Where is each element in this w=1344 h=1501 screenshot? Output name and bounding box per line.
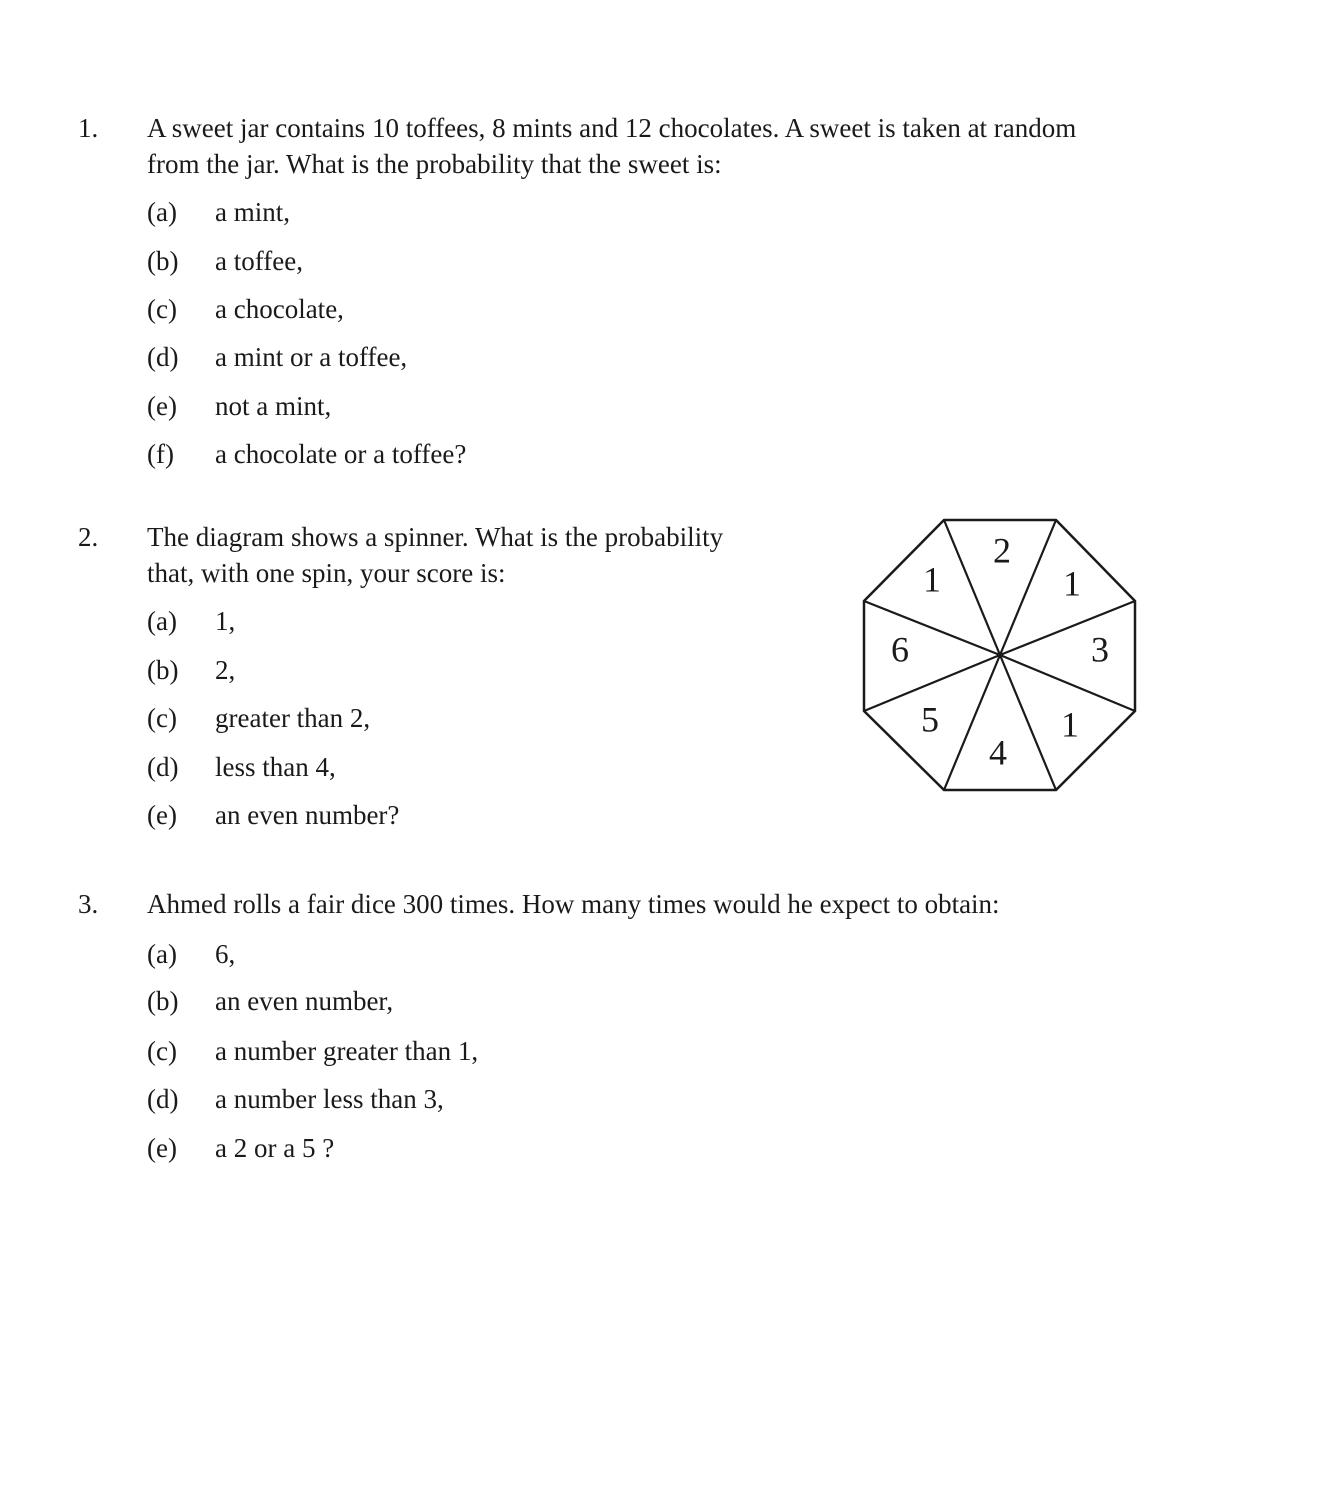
- part-text: a mint,: [215, 197, 290, 227]
- part-label: (e): [147, 800, 177, 830]
- part-label: (a): [147, 606, 177, 636]
- question-text-line-2: that, with one spin, your score is:: [147, 558, 506, 588]
- part-text: not a mint,: [215, 391, 332, 421]
- spinner-section-label: 1: [923, 559, 941, 600]
- spinner-section-label: 1: [1061, 704, 1079, 745]
- part-d: [147, 1081, 444, 1117]
- spinner-section-label: 5: [921, 699, 939, 740]
- part-label: (c): [147, 1036, 177, 1066]
- part-text: an even number,: [215, 986, 394, 1016]
- part-text: a chocolate or a toffee?: [215, 439, 467, 469]
- part-d: [147, 339, 407, 375]
- part-label: (f): [147, 439, 174, 469]
- part-text: a 2 or a 5 ?: [215, 1133, 335, 1163]
- question-text-line-2: from the jar. What is the probability that the sweet is:: [147, 149, 722, 179]
- part-text: greater than 2,: [215, 703, 371, 733]
- part-label: (c): [147, 294, 177, 324]
- part-a: [147, 194, 290, 230]
- question-number: 3.: [78, 889, 99, 919]
- part-f: [147, 436, 466, 472]
- part-label: (b): [147, 986, 179, 1016]
- question-text-line-1: A sweet jar contains 10 toffees, 8 mints and 12 chocolates. A sweet is taken at random: [147, 113, 1077, 143]
- spinner-section-label: 4: [989, 732, 1007, 773]
- question-text-line-1: Ahmed rolls a fair dice 300 times. How many times would he expect to obtain:: [147, 889, 1000, 919]
- part-c: [147, 291, 344, 327]
- part-b: [147, 243, 303, 279]
- part-text: a mint or a toffee,: [215, 342, 408, 372]
- part-label: (d): [147, 342, 179, 372]
- part-label: (e): [147, 391, 177, 421]
- question-number: 1.: [78, 113, 99, 143]
- spinner-section-label: 1: [1063, 563, 1081, 604]
- part-text: 2,: [215, 655, 236, 685]
- part-label: (b): [147, 655, 179, 685]
- part-d: [147, 749, 336, 785]
- question-text-line-1: The diagram shows a spinner. What is the probability: [147, 522, 724, 552]
- part-a: [147, 936, 235, 972]
- part-label: (a): [147, 939, 177, 969]
- part-e: [147, 388, 331, 424]
- part-label: (b): [147, 246, 179, 276]
- part-b: [147, 652, 235, 688]
- part-e: [147, 1130, 334, 1166]
- part-b: [147, 983, 393, 1019]
- part-label: (d): [147, 752, 179, 782]
- part-label: (c): [147, 703, 177, 733]
- part-a: [147, 603, 235, 639]
- spinner-diagram: [860, 517, 1140, 793]
- part-c: [147, 700, 370, 736]
- part-text: 1,: [215, 606, 236, 636]
- spinner-section-label: 2: [993, 530, 1011, 571]
- question-number: 2.: [78, 522, 99, 552]
- part-text: a toffee,: [215, 246, 303, 276]
- spinner-section-label: 3: [1091, 629, 1109, 670]
- part-label: (e): [147, 1133, 177, 1163]
- part-e: [147, 797, 399, 833]
- part-label: (a): [147, 197, 177, 227]
- part-label: (d): [147, 1084, 179, 1114]
- part-text: a chocolate,: [215, 294, 344, 324]
- spinner-section-label: 6: [891, 629, 909, 670]
- part-c: [147, 1033, 478, 1069]
- part-text: 6,: [215, 939, 236, 969]
- part-text: a number less than 3,: [215, 1084, 444, 1114]
- part-text: an even number?: [215, 800, 400, 830]
- part-text: less than 4,: [215, 752, 336, 782]
- part-text: a number greater than 1,: [215, 1036, 479, 1066]
